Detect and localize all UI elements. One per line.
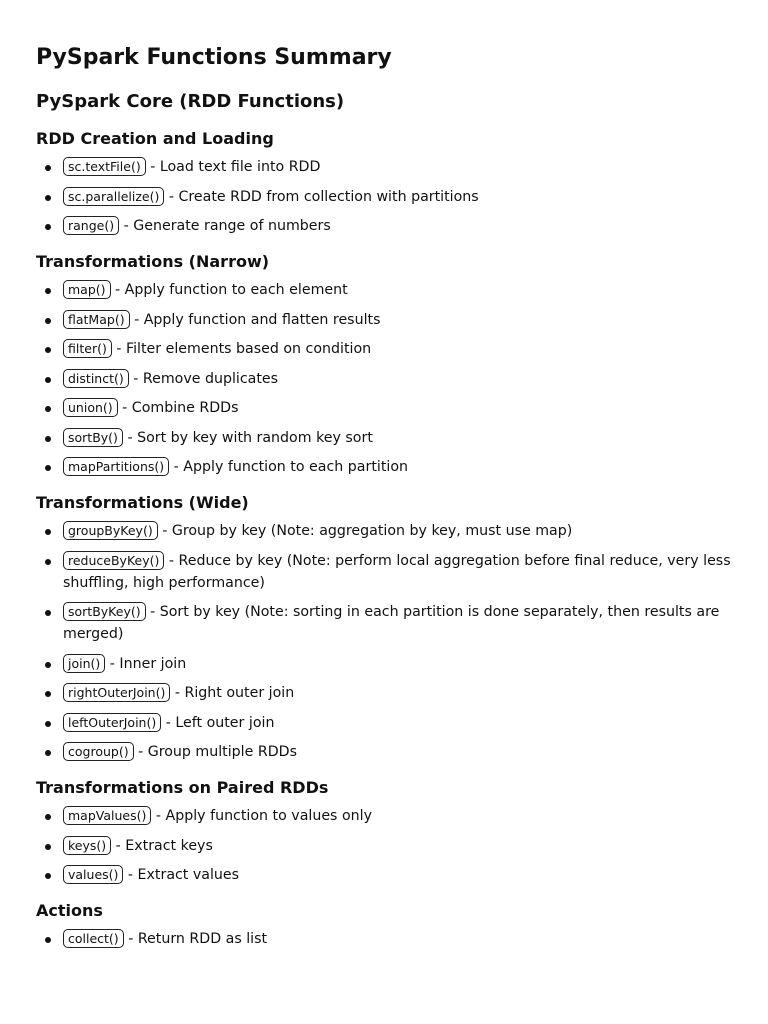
function-description: - Sort by key (Note: sorting in each partition is done separately, then results are merged) [63, 604, 720, 642]
list-item [36, 397, 732, 419]
function-code: rightOuterJoin() [63, 683, 170, 702]
function-description: - Combine RDDs [117, 400, 239, 416]
function-code: sc.textFile() [63, 157, 146, 176]
function-code: reduceByKey() [63, 551, 164, 570]
list-item [36, 653, 732, 675]
section-list-actions [36, 928, 732, 950]
function-description: - Sort by key with random key sort [122, 429, 373, 446]
function-code: sortBy() [63, 428, 123, 447]
function-code: range() [63, 216, 119, 235]
function-description: - Group multiple RDDs [133, 744, 297, 760]
function-code: flatMap() [63, 310, 130, 329]
function-description: - Group by key (Note: aggregation by key, must use map) [157, 523, 573, 539]
function-code: union() [63, 398, 118, 417]
section-list-rdd-creation [36, 156, 732, 237]
section-list-paired-rdds [36, 805, 732, 886]
list-item [36, 712, 732, 734]
function-code: values() [63, 865, 123, 884]
function-code: collect() [63, 929, 124, 948]
function-description: - Remove duplicates [128, 370, 279, 387]
list-item [36, 215, 732, 237]
function-description: - Generate range of numbers [119, 218, 331, 234]
function-code: keys() [63, 836, 111, 855]
function-description: - Apply function to values only [151, 808, 372, 824]
list-item [36, 741, 732, 763]
function-description: - Apply function to each partition [169, 459, 409, 475]
section-heading-wide: Transformations (Wide) [36, 493, 249, 512]
list-item [36, 520, 732, 542]
list-item [36, 864, 732, 886]
list-item [36, 805, 732, 827]
list-item [36, 456, 732, 478]
function-code: groupByKey() [63, 521, 158, 540]
function-description: - Extract keys [111, 837, 213, 854]
list-item [36, 427, 732, 449]
function-code: filter() [63, 339, 112, 358]
section-heading-rdd-creation: RDD Creation and Loading [36, 129, 274, 148]
list-item [36, 338, 732, 360]
section-heading-paired-rdds: Transformations on Paired RDDs [36, 778, 329, 797]
function-description: - Load text file into RDD [145, 159, 321, 175]
function-code: distinct() [63, 369, 129, 388]
list-item [36, 928, 732, 950]
list-item [36, 835, 732, 857]
function-description: - Create RDD from collection with partitions [164, 188, 479, 205]
function-description: - Apply function and flatten results [129, 311, 381, 328]
function-code: sortByKey() [63, 602, 146, 621]
function-code: join() [63, 654, 105, 673]
list-item [36, 601, 732, 645]
function-code: sc.parallelize() [63, 187, 164, 206]
function-description: - Right outer join [170, 685, 295, 701]
list-item [36, 279, 732, 301]
page-title: PySpark Functions Summary [36, 45, 392, 70]
list-item [36, 156, 732, 178]
list-item [36, 309, 732, 331]
list-item [36, 550, 732, 594]
function-description: - Filter elements based on condition [111, 341, 372, 357]
function-code: mapValues() [63, 806, 151, 825]
function-description: - Apply function to each element [110, 282, 348, 298]
function-code: mapPartitions() [63, 457, 169, 476]
list-item [36, 368, 732, 390]
function-description: - Extract values [123, 867, 240, 883]
page-subtitle: PySpark Core (RDD Functions) [36, 91, 345, 112]
section-list-narrow [36, 279, 732, 478]
function-description: - Left outer join [161, 714, 275, 731]
function-code: map() [63, 280, 111, 299]
section-heading-actions: Actions [36, 901, 103, 920]
function-description: - Inner join [105, 655, 187, 672]
function-description: - Reduce by key (Note: perform local aggregation before final reduce, very less shuffling, high performance) [63, 552, 731, 591]
section-heading-narrow: Transformations (Narrow) [36, 252, 270, 271]
function-code: cogroup() [63, 742, 134, 761]
section-list-wide [36, 520, 732, 763]
list-item [36, 682, 732, 704]
list-item [36, 186, 732, 208]
function-code: leftOuterJoin() [63, 713, 161, 732]
function-description: - Return RDD as list [123, 931, 268, 947]
